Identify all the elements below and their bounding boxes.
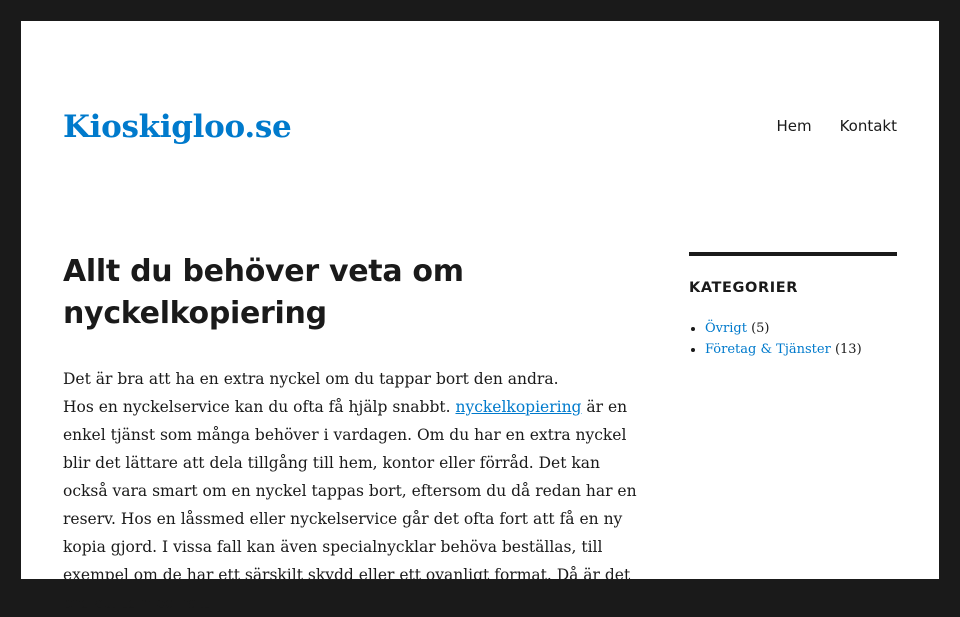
main-navigation xyxy=(776,117,897,135)
category-item xyxy=(705,339,897,360)
category-item xyxy=(705,318,897,339)
nyckelkopiering-link[interactable]: nyckelkopiering xyxy=(455,398,582,416)
main-content xyxy=(63,251,643,617)
site-title-link[interactable]: Kioskigloo.se xyxy=(63,109,292,145)
page-frame xyxy=(21,21,939,612)
article-body xyxy=(63,365,643,617)
article-paragraph xyxy=(63,393,643,617)
nav-link-kontakt[interactable]: Kontakt xyxy=(839,117,897,135)
widget-title: KATEGORIER xyxy=(689,280,798,296)
category-link-foretag-tjanster[interactable]: Företag & Tjänster xyxy=(705,342,831,357)
paragraph-text-before-link: Hos en nyckelservice kan du ofta få hjälp snabbt. xyxy=(63,398,456,416)
sidebar-categories-widget xyxy=(689,252,897,360)
article-title: Allt du behöver veta om nyckelkopiering xyxy=(63,254,464,331)
nav-link-hem[interactable]: Hem xyxy=(776,117,812,135)
category-count: (13) xyxy=(834,342,862,357)
paragraph-text-after-link: är en enkel tjänst som många behöver i vardagen. Om du har en extra nyckel blir det lättare att dela tillgång till hem, kontor eller förråd. Det kan också vara smart om en nyckel tappas bort, eftersom du då redan har en reserv. Hos en låssmed eller nyckelservice går det ofta fort att få en ny kopia gjord. I vissa fall kan även specialnycklar behöva beställas, till exempel om de har ett särskilt skydd eller ett ovanligt format. Då är det bra att ta med rätt xyxy=(63,398,637,612)
category-list xyxy=(689,318,897,360)
category-count: (5) xyxy=(751,321,770,336)
category-link-ovrigt[interactable]: Övrigt xyxy=(705,321,747,336)
article-intro-line: Det är bra att ha en extra nyckel om du tappar bort den andra. xyxy=(63,370,559,388)
